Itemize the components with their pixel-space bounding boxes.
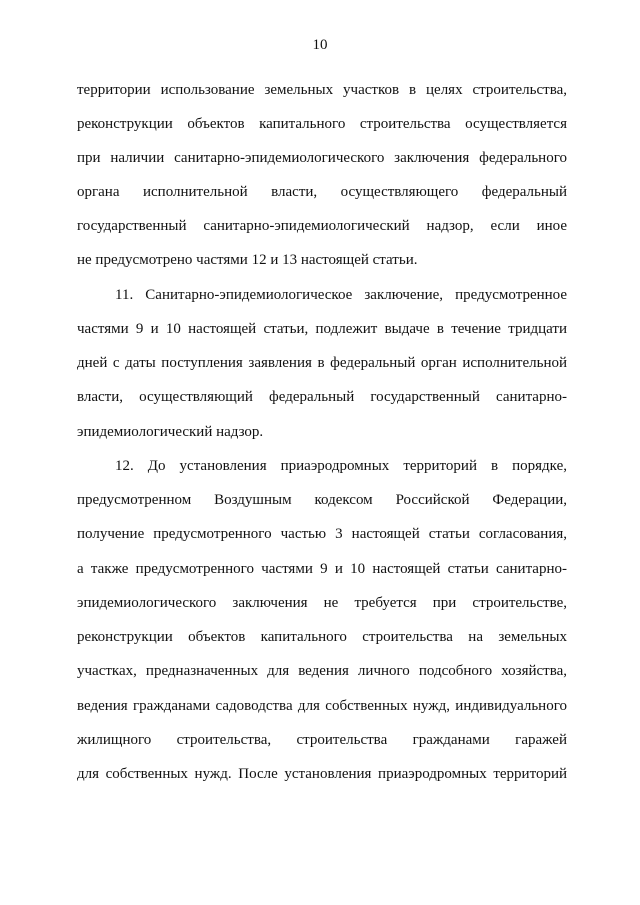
paragraph-12-line-1: 12. До установления приаэродромных территорий в порядке, [115,458,567,474]
page-number: 10 [312,37,328,53]
paragraph-12-line-10: для собственных нужд. После установления приаэродромных территорий [77,766,567,782]
paragraph-12-line-8: ведения гражданами садоводства для собственных нужд, индивидуального [77,698,567,714]
text-line-1: территории использование земельных участков в целях строительства, [77,82,567,98]
paragraph-12-line-2: предусмотренном Воздушным кодексом Российской Федерации, [77,492,567,508]
paragraph-11-line-2: частями 9 и 10 настоящей статьи, подлежит выдаче в течение тридцати [77,321,567,337]
paragraph-11-line-1: 11. Санитарно-эпидемиологическое заключение, предусмотренное [115,287,567,303]
paragraph-12-line-3: получение предусмотренного частью 3 настоящей статьи согласования, [77,526,567,542]
paragraph-11-line-3: дней с даты поступления заявления в федеральный орган исполнительной [77,355,567,371]
paragraph-12-line-4: а также предусмотренного частями 9 и 10 настоящей статьи санитарно- [77,561,567,577]
paragraph-12-line-9: жилищного строительства, строительства гражданами гаражей [77,732,567,748]
paragraph-11-line-5: эпидемиологический надзор. [77,424,264,440]
text-line-5: государственный санитарно-эпидемиологический надзор, если иное [77,218,567,234]
paragraph-12-line-7: участках, предназначенных для ведения личного подсобного хозяйства, [77,663,567,679]
paragraph-12-line-6: реконструкции объектов капитального строительства на земельных [77,629,567,645]
text-line-4: органа исполнительной власти, осуществляющего федеральный [77,184,567,200]
text-line-3: при наличии санитарно-эпидемиологического заключения федерального [77,150,567,166]
paragraph-11-line-4: власти, осуществляющий федеральный государственный санитарно- [77,389,567,405]
text-line-6: не предусмотрено частями 12 и 13 настоящей статьи. [77,252,418,268]
text-line-2: реконструкции объектов капитального строительства осуществляется [77,116,567,132]
paragraph-12-line-5: эпидемиологического заключения не требуется при строительстве, [77,595,567,611]
